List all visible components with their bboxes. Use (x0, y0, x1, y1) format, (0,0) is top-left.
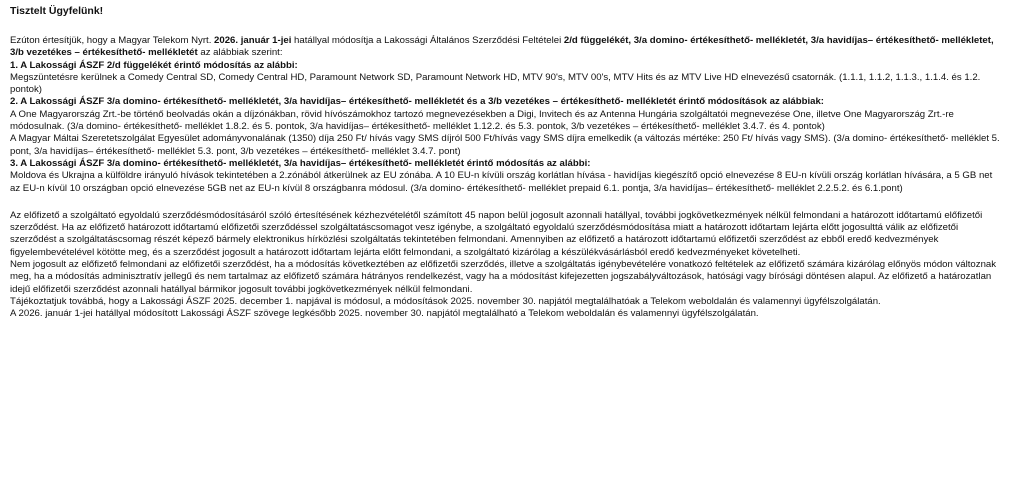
section-3-heading: 3. A Lakossági ÁSZF 3/a domino- értékesíthető- mellékletét, 3/a havidíjas– értékesíthető- mellékletét érintő módosítás az alábbi: (10, 157, 591, 169)
intro-text-1: Ezúton értesítjük, hogy a Magyar Telekom Nyrt. (10, 35, 215, 46)
section-2-heading: 2. A Lakossági ÁSZF 3/a domino- értékesíthető- mellékletét, 3/a havidíjas– értékesíthető- mellékletét és a 3/b vezetékes – értékesíthető- mellékletét érintő módosítások az alábbiak: (10, 96, 825, 108)
closing-paragraph-4: A 2026. január 1-jei hatállyal módosított Lakossági ÁSZF szövege legkésőbb 2025. november 30. napjától megtalálható a Telekom weboldalán és valamennyi ügyfélszolgálatán. (10, 308, 759, 320)
closing-paragraph-3: Tájékoztatjuk továbbá, hogy a Lakossági ÁSZF 2025. december 1. napjával is módosul, a módosítások 2025. november 30. napjától megtalálhatóak a Telekom weboldalán és valamennyi ügyfélszolgálatán. (10, 295, 881, 307)
closing-paragraph-1: Az előfizető a szolgáltató egyoldalú szerződésmódosításáról szóló értesítésének kézhezvételétől számított 45 napon belül jogosult azonnali hatállyal, további jogkövetkezmények nélkül felmondani a határozott időtartamú előfizetői szerződést. Ha az előfizető határozott időtartamú előfizetői szerződéssel szolgáltatáscsomagot vesz igénybe, a szolgáltató egyoldalú szerződésmódosítása miatt a határozott időtartam lejárta előtt jogosulttá válik az előfizetői szerződést a szolgáltatáscsomag részét képező bármely elektronikus hírközlési szolgáltatás tekintetében felmondani. Amennyiben az előfizető a határozott időtartamú előfizetői szerződést az ebből eredő kedvezmények figyelembevételével kötötte meg, és a szerződést jogosult a határozott időtartam lejárta előtt felmondani, a szolgáltató kizárólag a készülékvásárlásból eredő kedvezményeket követelheti. (10, 209, 983, 258)
intro-paragraph (10, 35, 1002, 60)
closing-paragraph-2: Nem jogosult az előfizető felmondani az előfizetői szerződést, ha a módosítás következtében az előfizetői szerződés, illetve a szolgáltatás igénybevételére vonatkozó feltételek az előfizető számára kizárólag előnyös módon változnak meg, ha a módosítás adminisztratív jellegű és nem tartalmaz az előfizető számára hátrányos rendelkezést, vagy ha a módosítást kifejezetten jogszabályváltozások, hatósági vagy bírósági döntésen alapul. Az előfizető a határozatlan idejű előfizetői szerződést azonnali hatállyal bármikor jogosult további jogkövetkezmények nélkül felmondani. (10, 259, 997, 295)
section-2-paragraph-2: A Magyar Máltai Szeretetszolgálat Egyesület adományvonalának (1350) díja 250 Ft/ hívás vagy SMS díjról 500 Ft/hívás vagy SMS díjra emelkedik (a változás mértéke: 250 Ft/ hívás vagy SMS). (3/a domino- értékesíthető- melléklet 5. pont, 3/a havidíjas– értékesíthető- melléklet 5.3. pont, 3/b vezetékes – értékesíthető- melléklet 3.4.7. pont) (10, 133, 1000, 157)
intro-text-3: az alábbiak szerint: (197, 47, 283, 59)
section-1-body: Megszüntetésre kerülnek a Comedy Central SD, Comedy Central HD, Paramount Network SD, Paramount Network HD, MTV 90's, MTV 00's, MTV Hits és az MTV Live HD elnevezésű csatornák. (1.1.1, 1.1.2, 1.1.3., 1.1.4. és 1.2. pontok) (10, 71, 981, 96)
intro-date: 2026. január 1-jei (214, 35, 292, 46)
spacer (10, 195, 1002, 210)
section-1-heading: 1. A Lakossági ÁSZF 2/d függelékét érintő módosítás az alábbi: (10, 59, 298, 71)
intro-annexes: 2/d függelékét, 3/a domino- értékesíthető- mellékletét, 3/a havidíjas– értékesíthető- mellékletet, 3/b vezetékes – értékesíthető- mellékletét (10, 35, 994, 59)
intro-text-2: hatállyal módosítja a Lakossági Általános Szerződési Feltételei (291, 35, 564, 46)
section-3-body: Moldova és Ukrajna a külföldre irányuló hívások tekintetében a 2.zónából átkerülnek az EU zónába. A 10 EU-n kívüli ország korlátlan hívása - havidíjas kiegészítő opció elnevezése 8 EU-n kívüli ország korlátlan hívására, a 5 GB net az EU-n kívül 10 országban opció elnevezése 5GB net az EU-n kívül 8 országbanra módosul. (3/a domino- értékesíthető- melléklet prepaid 6.1. pontja, 3/a havidíjas– értékesíthető- melléklet 2.2.5.2. és 6.1.pont) (10, 170, 993, 194)
section-2-paragraph-1: A One Magyarország Zrt.-be történő beolvadás okán a díjzónákban, rövid hívószámokhoz tartozó megnevezésekben a Digi, Invitech és az Antenna Hungária szolgáltatói megnevezése One, illetve One Magyarország Zrt.-re módosulnak. (3/a domino- értékesíthető- melléklet 1.8.2. és 5. pontok, 3/a havidíjas– értékesíthető- melléklet 1.12.2. és 5.3. pontok, 3/b vezetékes – értékesíthető- melléklet 3.4.7. és 4. pontok) (10, 108, 954, 133)
greeting: Tisztelt Ügyfelünk! (10, 5, 104, 17)
